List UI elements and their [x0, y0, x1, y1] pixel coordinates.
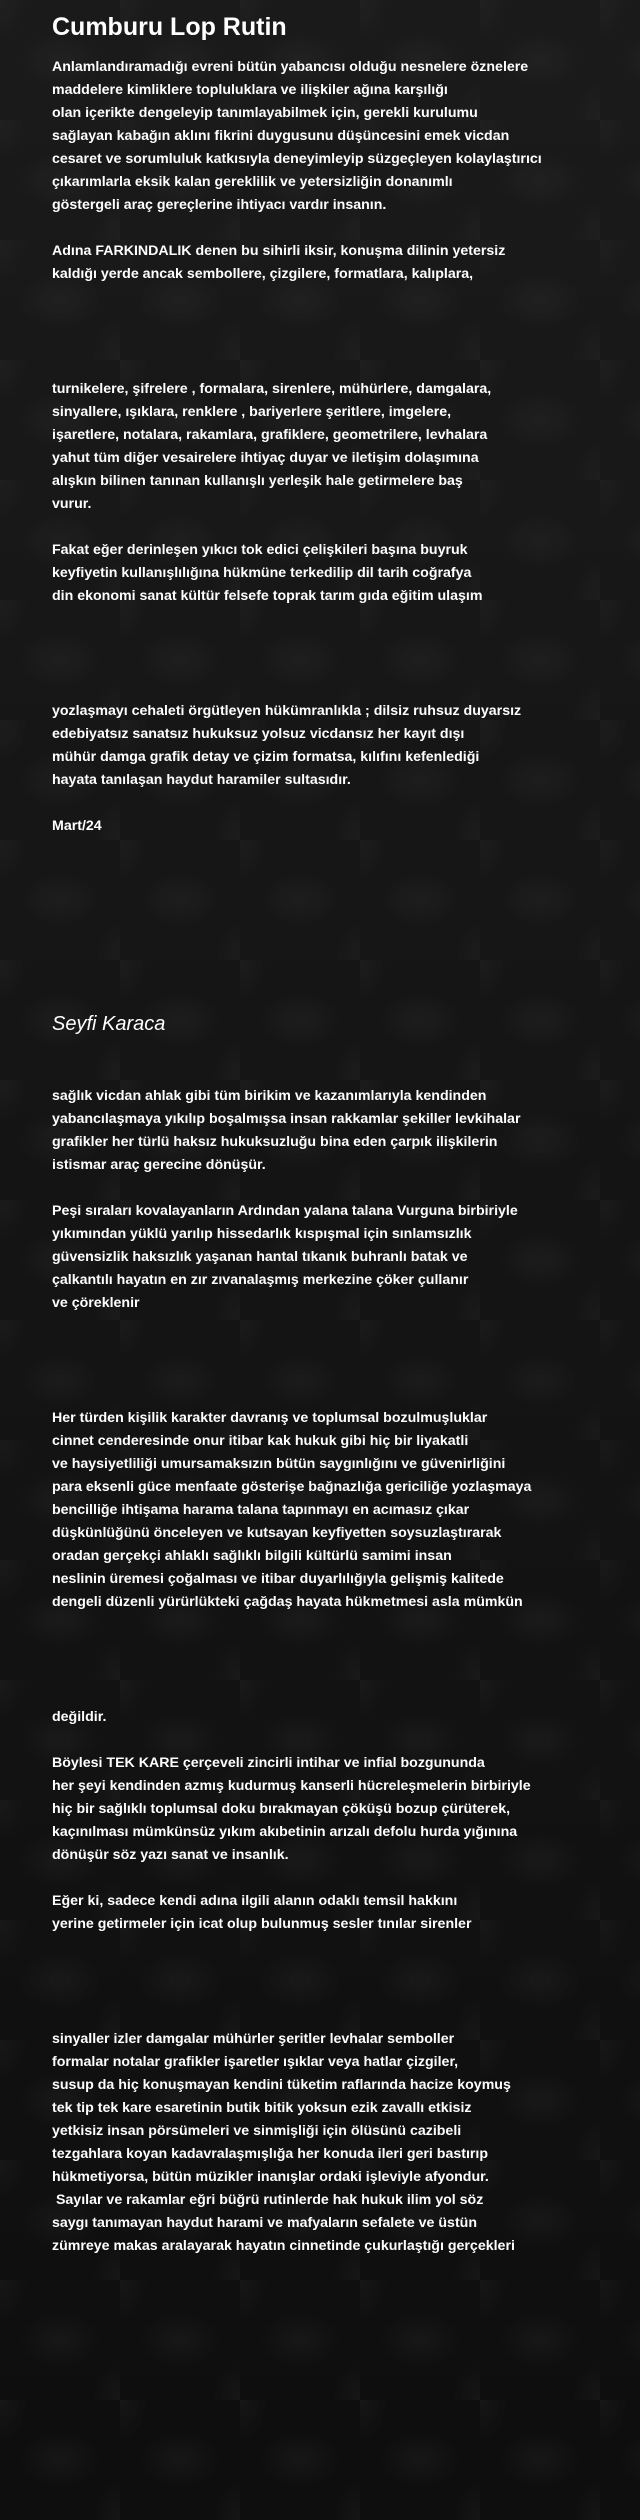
poem-line: Her türden kişilik karakter davranış ve toplumsal bozulmuşluklar: [52, 1410, 488, 1426]
poem-line: [52, 1959, 630, 1982]
poem-line: ve haysiyetliliği umursamaksızın bütün saygınlığını ve güvenirliğini: [52, 1456, 506, 1472]
poem-line: [52, 1177, 630, 1200]
poem-line: [52, 355, 630, 378]
poem-line: [52, 516, 630, 539]
poem-line: sağlık vicdan ahlak gibi tüm birikim ve kazanımlarıyla kendinden: [52, 1088, 487, 1104]
poem-line: cinnet cenderesinde onur itibar kak hukuk gibi hiç bir liyakatli: [52, 1433, 469, 1449]
poem-line: olan içerikte dengeleyip tanımlayabilmek için, gerekli kurulumu: [52, 105, 478, 121]
poem-line: dengeli düzenli yürürlükteki çağdaş hayata hükmetmesi asla mümkün: [52, 1594, 523, 1610]
poem-text-part1: [52, 56, 630, 838]
poem-line: alışkın bilinen tanınan kullanışlı yerleşik hale getirmelere baş: [52, 473, 463, 489]
poem-line: [52, 1614, 630, 1637]
poem-line: değildir.: [52, 1709, 107, 1725]
poem-line: vurur.: [52, 496, 92, 512]
poem-line: [52, 1338, 630, 1361]
author-name[interactable]: Seyfi Karaca: [52, 1013, 166, 1035]
poem-line: neslinin üremesi çoğalması ve itibar duyarlılığıyla gelişmiş kalitede: [52, 1571, 504, 1587]
poem-line: [52, 1384, 630, 1407]
poem-line: Anlamlandıramadığı evreni bütün yabancısı olduğu nesnelere öznelere: [52, 59, 529, 75]
poem-line: yozlaşmayı cehaleti örgütleyen hükümranlıkla ; dilsiz ruhsuz duyarsız: [52, 703, 522, 719]
poem-line: sinyallere, ışıklara, renklere , bariyerlere şeritlere, imgelere,: [52, 404, 452, 420]
poem-line: [52, 1729, 630, 1752]
poem-line: Eğer ki, sadece kendi adına ilgili alanın odaklı temsil hakkını: [52, 1893, 458, 1909]
poem-line: [52, 1867, 630, 1890]
poem-line: istismar araç gerecine dönüşür.: [52, 1157, 266, 1173]
poem-line: her şeyi kendinden azmış kudurmuş kanserli hücreleşmelerin birbiriyle: [52, 1778, 531, 1794]
poem-line: maddelere kimliklere topluluklara ve ilişkiler ağına karşılığı: [52, 82, 448, 98]
poem-line: yetkisiz insan pörsümeleri ve sinmişliği için ölüsünü cazibeli: [52, 2123, 462, 2139]
poem-line: [52, 1982, 630, 2005]
poem-line: yıkımından yüklü yarılıp hissedarlık kıspışmal için sınlamsızlık: [52, 1226, 472, 1242]
poem-line: zümreye makas aralayarak hayatın cinnetinde çukurlaştığı gerçekleri: [52, 2238, 515, 2254]
poem-line: Fakat eğer derinleşen yıkıcı tok edici çelişkileri başına buyruk: [52, 542, 468, 558]
poem-line: bencilliğe ihtişama harama talana tapınmayı en acımasız çıkar: [52, 1502, 470, 1518]
poem-line: sağlayan kabağın aklını fikrini duygusunu düşüncesini emek vicdan: [52, 128, 510, 144]
poem-line: oradan gerçekçi ahlaklı sağlıklı bilgili kültürlü samimi insan: [52, 1548, 452, 1564]
poem-line: güvensizlik haksızlık yaşanan hantal tıkanık buhranlı batak ve: [52, 1249, 468, 1265]
poem-line: hayata tanılaşan haydut haramiler sultasıdır.: [52, 772, 351, 788]
poem-line: turnikelere, şifrelere , formalara, sirenlere, mühürlere, damgalara,: [52, 381, 492, 397]
poem-line: yabancılaşmaya yıkılıp boşalmışsa insan rakkamlar şekiller levkihalar: [52, 1111, 521, 1127]
poem-line: işaretlere, notalara, rakamlara, grafiklere, geometrilere, levhalara: [52, 427, 488, 443]
poem-line: ve çöreklenir: [52, 1295, 140, 1311]
poem-line: hükmetiyorsa, bütün müzikler inanışlar ordaki işleviyle afyondur.: [52, 2169, 489, 2185]
poem-text-part2: [52, 1085, 630, 2258]
poem-line: [52, 1683, 630, 1706]
poem-line: [52, 1660, 630, 1683]
poem-line: formalar notalar grafikler işaretler ışıklar veya hatlar çizgiler,: [52, 2054, 459, 2070]
poem-title: Cumburu Lop Rutin: [52, 13, 287, 41]
poem-line: saygı tanımayan haydut harami ve mafyaların sefalete ve üstün: [52, 2215, 478, 2231]
poem-line: tek tip tek kare esaretinin butik bitik yoksun ezik zavallı etkisiz: [52, 2100, 472, 2116]
poem-line: edebiyatsız sanatsız hukuksuz yolsuz vicdansız her kayıt dışı: [52, 726, 465, 742]
poem-line: grafikler her türlü haksız hukuksuzluğu bina eden çarpık ilişkilerin: [52, 1134, 498, 1150]
poem-line: Peşi sıraları kovalayanların Ardından yalana talana Vurguna birbiriyle: [52, 1203, 518, 1219]
poem-line: mühür damga grafik detay ve çizim formatsa, kılıfını kefenlediği: [52, 749, 480, 765]
poem-line: göstergeli araç gereçlerine ihtiyacı vardır insanın.: [52, 197, 387, 213]
poem-line: cesaret ve sorumluluk katkısıyla deneyimleyip süzgeçleyen kolaylaştırıcı: [52, 151, 542, 167]
poem-line: [52, 332, 630, 355]
poem-line: [52, 2005, 630, 2028]
poem-line: düşkünlüğünü önceleyen ve kutsayan keyfiyetten soysuzlaştırarak: [52, 1525, 502, 1541]
poem-line: sinyaller izler damgalar mühürler şeritler levhalar semboller: [52, 2031, 455, 2047]
poem-line: yahut tüm diğer vesairelere ihtiyaç duyar ve iletişim dolaşımına: [52, 450, 479, 466]
poem-line: para eksenli güce menfaate gösterişe bağnazlığa gericiliğe yozlaşmaya: [52, 1479, 532, 1495]
poem-line: hiç bir sağlıklı toplumsal doku bırakmayan çöküşü bozup çürüterek,: [52, 1801, 511, 1817]
poem-line: [52, 286, 630, 309]
poem-line: [52, 309, 630, 332]
poem-line: Sayılar ve rakamlar eğri büğrü rutinlerde hak hukuk ilim yol söz: [52, 2192, 484, 2208]
poem-line: Böylesi TEK KARE çerçeveli zincirli intihar ve infial bozgununda: [52, 1755, 485, 1771]
poem-line: [52, 654, 630, 677]
poem-line: tezgahlara koyan kadavralaşmışlığa her konuda ileri geri bastırıp: [52, 2146, 489, 2162]
poem-line: kaldığı yerde ancak sembollere, çizgilere, formatlara, kalıplara,: [52, 266, 474, 282]
poem-line: [52, 677, 630, 700]
poem-line: [52, 217, 630, 240]
poem-line: susup da hiç konuşmayan kendini tüketim raflarında hacize koymuş: [52, 2077, 511, 2093]
poem-line: [52, 1936, 630, 1959]
poem-line: [52, 1315, 630, 1338]
poem-line: çıkarımlarla eksik kalan gereklilik ve yetersizliğin donanımlı: [52, 174, 453, 190]
poem-line: [52, 631, 630, 654]
poem-line: dönüşür söz yazı sanat ve insanlık.: [52, 1847, 289, 1863]
poem-line: din ekonomi sanat kültür felsefe toprak tarım gıda eğitim ulaşım: [52, 588, 483, 604]
poem-line: yerine getirmeler için icat olup bulunmuş sesler tınılar sirenler: [52, 1916, 472, 1932]
poem-line: Mart/24: [52, 818, 102, 834]
poem-line: çalkantılı hayatın en zır zıvanalaşmış merkezine çöker çullanır: [52, 1272, 469, 1288]
poem-line: [52, 1637, 630, 1660]
poem-line: [52, 792, 630, 815]
poem-line: Adına FARKINDALIK denen bu sihirli iksir, konuşma dilinin yetersiz: [52, 243, 506, 259]
poem-line: [52, 1361, 630, 1384]
poem-line: kaçınılması mümkünsüz yıkım akıbetinin arızalı defolu hurda yığınına: [52, 1824, 518, 1840]
poem-line: [52, 608, 630, 631]
poem-line: keyfiyetin kullanışlılığına hükmüne terkedilip dil tarih coğrafya: [52, 565, 472, 581]
